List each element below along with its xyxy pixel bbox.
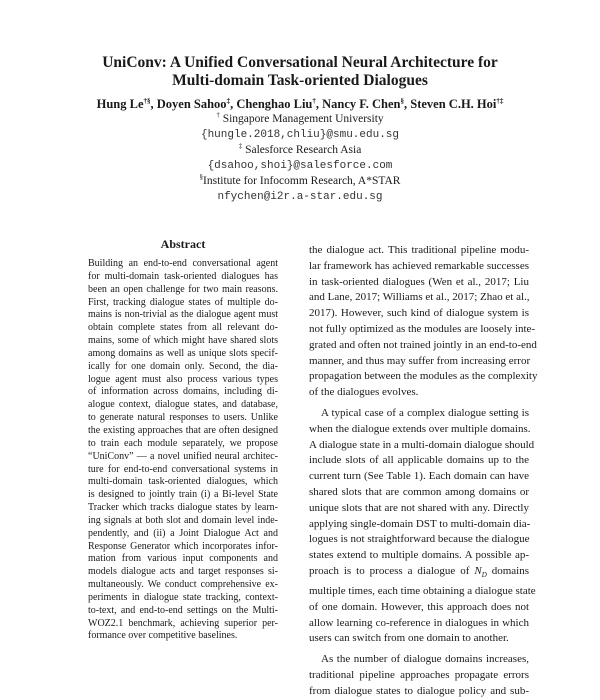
text-line: pendently, and (ii) a Joint Dialogue Act and (88, 527, 278, 539)
affiliations (60, 112, 540, 205)
text-line: ically for one domain only. Second, the dia- (88, 360, 278, 372)
text-line: been an open challenge for two main reasons. (88, 283, 278, 295)
text-line: models dialogue acts and target responses si- (88, 566, 278, 578)
affiliation-2-mark: ‡ (238, 142, 243, 151)
author-2: , Doyen Sahoo (150, 97, 227, 111)
title-line-1: UniConv: A Unified Conversational Neural Architecture for (102, 54, 498, 71)
text-line: First, tracking dialogue states of multiple do- (88, 296, 278, 308)
title-line-2: Multi-domain Task-oriented Dialogues (172, 72, 428, 89)
affiliation-1 (60, 112, 540, 128)
text-line: multiple times, each time obtaining a dialogue state (309, 584, 536, 597)
intro-paragraph-1 (309, 243, 538, 401)
text-line: logues is not straightforward because the dialogue (309, 533, 530, 546)
text-line: lar framework has achieved remarkable successes (309, 259, 529, 272)
text-line: unique slots that are not shared with any. Directly (309, 501, 529, 514)
text-line: mains, some of which might have shared slots (88, 335, 278, 347)
author-2-mark: ‡ (226, 96, 231, 105)
text-line: to-text, and end-to-end settings on the Multi- (88, 604, 278, 616)
affiliation-1-text: Singapore Management University (219, 113, 384, 125)
text-line: proach is to process a dialogue of $N_D$ domains (309, 564, 530, 580)
text-line: Response Generator which incorporates infor- (88, 540, 278, 552)
text-line: “UniConv” — a novel unified neural architec- (88, 450, 278, 462)
text-line: propagation between the modules as the complexity (309, 370, 538, 383)
paper-title (60, 54, 540, 90)
abstract-heading: Abstract (160, 237, 206, 251)
text-line: grated and often not trained jointly in an end-to-end (309, 338, 537, 351)
affiliation-3 (60, 174, 540, 190)
affiliation-3-mark: § (199, 173, 204, 182)
author-4-mark: § (400, 96, 405, 105)
affiliation-2-text: Salesforce Research Asia (242, 144, 362, 156)
email-1: {hungle.2018,chliu}@smu.edu.sg (200, 128, 400, 141)
text-line: when the dialogue extends over multiple domains. (309, 422, 531, 435)
author-5-mark: †‡ (496, 96, 504, 105)
text-line: alogue context, dialogue states, and database, (88, 399, 278, 411)
text-line: traditional pipeline approaches propagate errors (309, 668, 529, 681)
text-line: among domains as well as unique slots specif- (88, 347, 278, 359)
text-line: of the dialogues evolves. (309, 386, 419, 399)
text-line: users can switch from one domain to another. (309, 632, 509, 645)
text-line: mains is non-trivial as the dialogue agent must (88, 309, 278, 321)
author-5: , Steven C.H. Hoi (404, 97, 497, 111)
text-line: 2017). However, such kind of dialogue system is (309, 307, 529, 320)
intro-paragraph-3 (309, 652, 529, 699)
text-line: ture for end-to-end conversational systems in (88, 463, 278, 475)
text-line: shared slots that are common among domains or (309, 485, 529, 498)
author-1: Hung Le (96, 97, 144, 111)
author-4: , Nancy F. Chen (315, 97, 401, 111)
text-line: states extend to multiple domains. A possible ap- (309, 549, 529, 562)
text-line: Building an end-to-end conversational agent (88, 258, 278, 269)
text-line: include slots of all applicable domains up to the (309, 454, 529, 467)
text-line: WOZ2.1 benchmark, achieving superior per- (88, 617, 278, 629)
text-line: for multi-domain task-oriented dialogues has (88, 270, 278, 282)
author-list (60, 96, 540, 112)
text-line: mation from various input components and (88, 553, 278, 565)
text-line: to train each module separately, we propose (88, 437, 278, 449)
text-line: applying single-domain DST to multi-domain dia- (309, 517, 531, 530)
intro-paragraph-2 (309, 406, 536, 647)
text-line: manner, and thus may suffer from increasing error (309, 354, 531, 367)
text-line: the dialogue act. This traditional pipeline modu- (309, 244, 529, 256)
text-line: to generate natural responses to users. Unlike (88, 412, 278, 424)
abstract-body (88, 258, 278, 643)
author-3-mark: † (312, 96, 316, 105)
text-line: current turn (See Table 1). Each domain can have (309, 470, 529, 483)
text-line: in task-oriented dialogues (Wen et al., 2017; Liu (309, 275, 529, 288)
text-line: multi-domain task-oriented dialogues, which (88, 476, 278, 488)
author-1-mark: †§ (143, 96, 151, 105)
email-2: {dsahoo,shoi}@salesforce.com (207, 159, 393, 172)
text-line: of one domain. However, this approach does not (309, 600, 529, 613)
text-line: the existing approaches that are often designed (88, 424, 278, 436)
text-line: periments in dialogue state tracking, context- (88, 591, 278, 603)
text-line: A typical case of a complex dialogue setting is (321, 406, 529, 419)
text-line: multaneously. We conduct comprehensive ex- (88, 579, 278, 591)
text-line: logue agent must also process various types (88, 373, 278, 385)
text-line: Tracker which tracks dialogue states by learn- (88, 502, 278, 514)
text-line: of information across domains, including di- (88, 386, 278, 398)
author-3: , Chenghao Liu (230, 97, 313, 111)
intro-column (309, 243, 538, 700)
text-line: ing signals at both slot and domain level inde- (88, 514, 278, 526)
text-line: from dialogue states to dialogue policy and sub- (309, 684, 529, 697)
text-line: allow learning co-reference in dialogues in which (309, 616, 529, 629)
text-line: is designed to jointly train (i) a Bi-level State (88, 489, 278, 501)
affiliation-1-mark: † (216, 111, 220, 120)
text-line: A dialogue state in a multi-domain dialogue should (309, 438, 535, 451)
affiliation-3-text: Institute for Infocomm Research, A*STAR (203, 175, 401, 187)
text-line: formance over competitive baselines. (88, 630, 238, 642)
text-line: As the number of dialogue domains increases, (321, 653, 529, 666)
text-line: not fully optimized as the modules are loosely inte- (309, 322, 536, 335)
email-3: nfychen@i2r.a-star.edu.sg (217, 190, 383, 203)
text-line: obtain complete states from all relevant do- (88, 322, 278, 334)
text-line: and Lane, 2017; Williams et al., 2017; Zhao et al., (309, 291, 530, 304)
affiliation-2 (60, 143, 540, 159)
